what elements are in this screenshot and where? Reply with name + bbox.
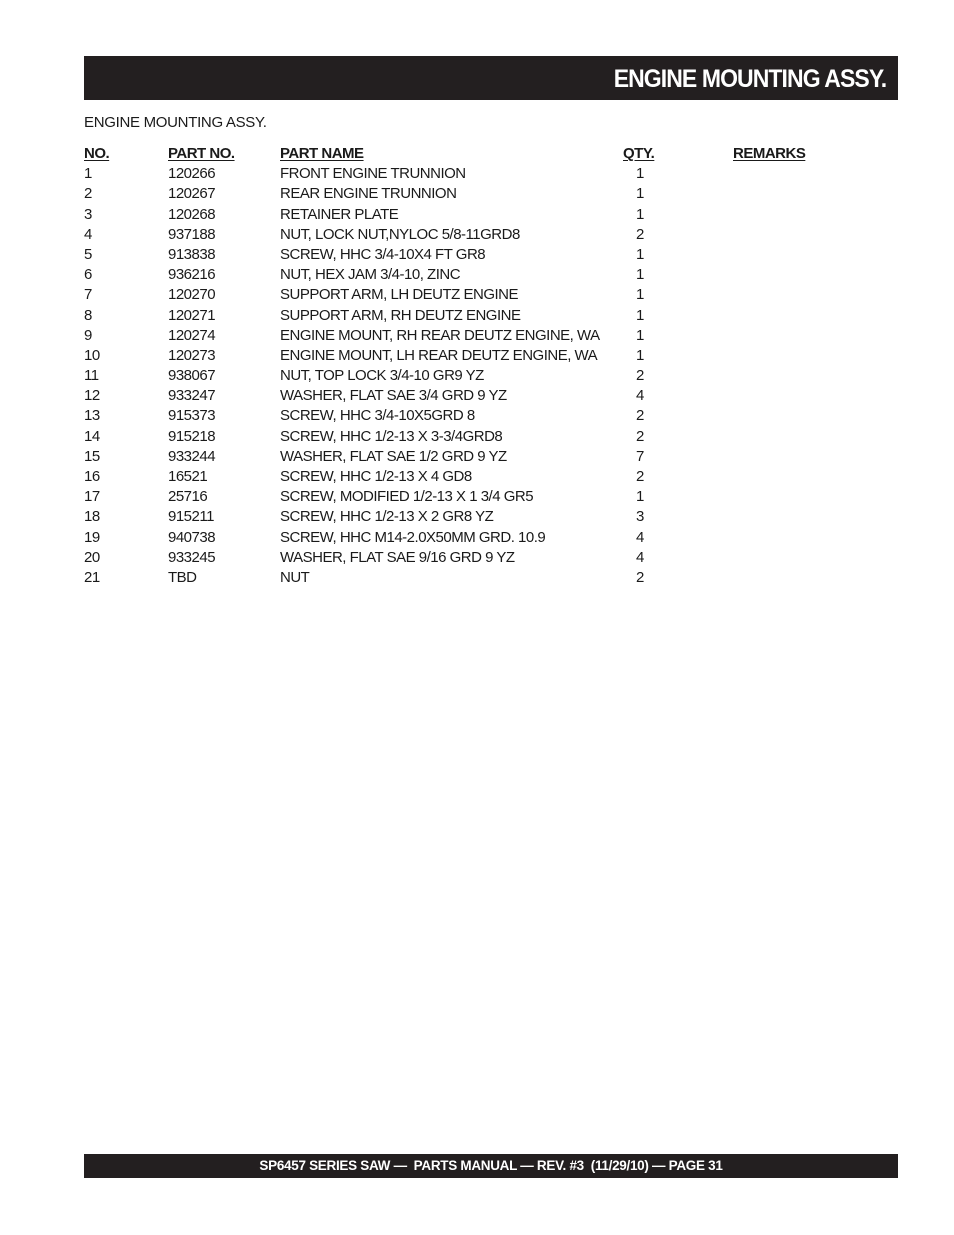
cell-part-name: SUPPORT ARM, RH DEUTZ ENGINE	[280, 306, 521, 324]
cell-part-no: 915373	[168, 407, 216, 425]
cell-part-no: 933245	[168, 548, 216, 566]
table-row	[84, 326, 898, 346]
cell-part-no: 913838	[168, 245, 216, 263]
cell-qty: 7	[636, 447, 644, 465]
cell-no: 11	[84, 367, 99, 385]
cell-qty: 1	[636, 165, 644, 183]
table-row	[84, 225, 898, 245]
cell-part-name: ENGINE MOUNT, LH REAR DEUTZ ENGINE, WA	[280, 346, 598, 364]
cell-qty: 2	[636, 407, 644, 425]
cell-part-name: WASHER, FLAT SAE 1/2 GRD 9 YZ	[280, 447, 507, 465]
column-header-remarks: REMARKS	[733, 145, 806, 162]
cell-part-name: WASHER, FLAT SAE 9/16 GRD 9 YZ	[280, 548, 515, 566]
column-header-part-name: PART NAME	[280, 145, 364, 162]
cell-part-name: SCREW, HHC 1/2-13 X 2 GR8 YZ	[280, 508, 494, 526]
cell-part-name: SCREW, HHC M14-2.0X50MM GRD. 10.9	[280, 528, 546, 546]
table-row	[84, 427, 898, 447]
cell-no: 20	[84, 548, 100, 566]
cell-no: 14	[84, 427, 100, 445]
cell-part-name: NUT	[280, 568, 310, 586]
cell-part-no: 120266	[168, 165, 216, 183]
table-row	[84, 366, 898, 386]
column-header-part-no: PART NO.	[168, 145, 235, 162]
cell-no: 18	[84, 508, 100, 526]
cell-part-no: 120273	[168, 346, 216, 364]
cell-part-no: 16521	[168, 468, 208, 485]
table-row	[84, 487, 898, 507]
table-row	[84, 346, 898, 366]
table-row	[84, 447, 898, 467]
cell-no: 6	[84, 266, 92, 284]
cell-part-no: 120274	[168, 326, 216, 344]
cell-no: 21	[84, 568, 100, 586]
cell-no: 10	[84, 346, 100, 364]
table-row	[84, 184, 898, 204]
cell-part-name: SCREW, HHC 3/4-10X5GRD 8	[280, 407, 475, 425]
table-row	[84, 568, 898, 588]
cell-qty: 4	[636, 528, 644, 546]
cell-no: 1	[84, 165, 92, 183]
cell-no: 19	[84, 528, 100, 546]
cell-no: 7	[84, 286, 92, 304]
cell-qty: 3	[636, 508, 644, 526]
cell-part-no: 933244	[168, 447, 216, 465]
page-footer-bar	[84, 1154, 898, 1178]
cell-part-name: FRONT ENGINE TRUNNION	[280, 165, 466, 183]
table-row	[84, 548, 898, 568]
cell-no: 2	[84, 185, 92, 203]
cell-no: 17	[84, 488, 100, 506]
cell-qty: 2	[636, 225, 644, 243]
cell-part-no: 915218	[168, 427, 216, 445]
cell-part-no: 915211	[168, 508, 214, 526]
cell-part-name: NUT, LOCK NUT,NYLOC 5/8-11GRD8	[280, 225, 520, 243]
footer-text: SP6457 SERIES SAW — PARTS MANUAL — REV. #3 (11/29/10) — PAGE 31	[259, 1158, 723, 1173]
cell-qty: 1	[636, 245, 644, 263]
cell-qty: 1	[636, 185, 644, 203]
table-row	[84, 386, 898, 406]
cell-part-name: NUT, TOP LOCK 3/4-10 GR9 YZ	[280, 367, 484, 385]
cell-part-no: 938067	[168, 367, 216, 385]
cell-qty: 2	[636, 367, 644, 385]
cell-part-name: SUPPORT ARM, LH DEUTZ ENGINE	[280, 286, 518, 304]
cell-qty: 1	[636, 488, 644, 506]
cell-part-no: 936216	[168, 266, 216, 284]
cell-part-name: RETAINER PLATE	[280, 205, 399, 223]
cell-no: 16	[84, 468, 100, 485]
cell-part-no: TBD	[168, 568, 197, 586]
cell-no: 15	[84, 447, 100, 465]
cell-part-name: NUT, HEX JAM 3/4-10, ZINC	[280, 266, 461, 284]
table-row	[84, 507, 898, 527]
cell-qty: 1	[636, 326, 644, 344]
table-row	[84, 467, 898, 487]
cell-part-no: 940738	[168, 528, 216, 546]
cell-part-no: 120267	[168, 185, 216, 203]
cell-part-no: 933247	[168, 387, 216, 405]
table-row	[84, 406, 898, 426]
table-row	[84, 528, 898, 548]
cell-part-name: SCREW, HHC 1/2-13 X 4 GD8	[280, 468, 472, 485]
page-title: ENGINE MOUNTING ASSY.	[613, 65, 886, 93]
column-header-no: NO.	[84, 145, 110, 162]
cell-part-no: 120270	[168, 286, 216, 304]
cell-part-name: REAR ENGINE TRUNNION	[280, 185, 457, 203]
page-header-bar	[84, 56, 898, 100]
parts-table	[84, 144, 898, 588]
table-row	[84, 306, 898, 326]
cell-part-name: SCREW, HHC 1/2-13 X 3-3/4GRD8	[280, 427, 503, 445]
table-row	[84, 285, 898, 305]
cell-no: 3	[84, 205, 92, 223]
column-header-qty: QTY.	[623, 145, 655, 162]
cell-qty: 4	[636, 548, 644, 566]
table-row	[84, 265, 898, 285]
cell-part-no: 937188	[168, 225, 216, 243]
cell-no: 12	[84, 387, 100, 405]
cell-qty: 2	[636, 568, 644, 586]
cell-qty: 2	[636, 427, 644, 445]
table-body	[84, 164, 898, 588]
cell-no: 13	[84, 407, 100, 425]
cell-part-name: WASHER, FLAT SAE 3/4 GRD 9 YZ	[280, 387, 507, 405]
table-row	[84, 245, 898, 265]
cell-qty: 1	[636, 306, 644, 324]
cell-qty: 2	[636, 468, 644, 485]
table-row	[84, 164, 898, 184]
cell-no: 9	[84, 326, 92, 344]
cell-qty: 1	[636, 286, 644, 304]
cell-part-name: SCREW, MODIFIED 1/2-13 X 1 3/4 GR5	[280, 488, 534, 506]
cell-part-no: 120268	[168, 205, 216, 223]
section-title: ENGINE MOUNTING ASSY.	[84, 114, 267, 131]
cell-qty: 1	[636, 346, 644, 364]
cell-part-name: ENGINE MOUNT, RH REAR DEUTZ ENGINE, WA	[280, 326, 600, 344]
table-header-row	[84, 144, 898, 164]
cell-no: 8	[84, 306, 92, 324]
cell-part-no: 25716	[168, 488, 208, 506]
table-row	[84, 205, 898, 225]
cell-no: 5	[84, 245, 92, 263]
cell-qty: 4	[636, 387, 644, 405]
cell-no: 4	[84, 225, 92, 243]
cell-part-name: SCREW, HHC 3/4-10X4 FT GR8	[280, 245, 486, 263]
cell-qty: 1	[636, 266, 644, 284]
cell-qty: 1	[636, 205, 644, 223]
cell-part-no: 120271	[168, 306, 216, 324]
